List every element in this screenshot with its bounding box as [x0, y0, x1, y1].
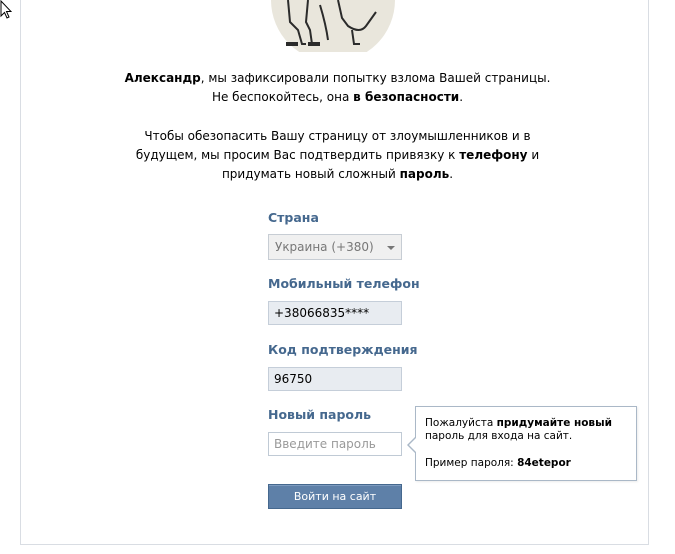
country-select-value: Украина (+380) — [275, 240, 374, 254]
instruction-phone-bold: телефону — [459, 148, 528, 162]
tooltip-text: Пожалуйста — [425, 417, 497, 429]
phone-field[interactable]: +38066835**** — [268, 301, 402, 325]
password-label: Новый пароль — [268, 407, 372, 422]
instruction-password-bold: пароль — [399, 167, 450, 181]
instruction-line1: Чтобы обезопасить Вашу страницу от злоумышленников и в — [144, 129, 531, 143]
intro-line1: , мы зафиксировали попытку взлома Вашей страницы. — [200, 71, 551, 85]
country-label: Страна — [268, 210, 319, 225]
user-name: Александр — [124, 71, 201, 85]
intro-line2: Не беспокойтесь, она — [211, 90, 354, 104]
tooltip-pointer-fill — [409, 437, 417, 453]
tooltip-text-bold: придумайте новый — [496, 417, 612, 429]
login-button[interactable]: Войти на сайт — [268, 484, 402, 509]
tooltip-example-value: 84etepor — [517, 457, 571, 469]
code-label: Код подтверждения — [268, 342, 418, 357]
intro-line2-bold: в безопасности — [353, 90, 460, 104]
new-password-input[interactable] — [268, 432, 402, 456]
confirmation-code-field[interactable]: 96750 — [268, 367, 402, 391]
instruction-line3: придумать новый сложный — [221, 167, 400, 181]
tooltip-example-label: Пример пароля: — [425, 457, 518, 469]
dropdown-arrow-icon — [387, 246, 395, 250]
phone-label: Мобильный телефон — [268, 276, 420, 291]
intro-message — [0, 69, 675, 107]
tooltip-text-line2: пароль для входа на сайт. — [425, 430, 573, 442]
country-select[interactable] — [268, 234, 402, 260]
mouse-cursor-icon — [0, 0, 12, 20]
intro-line2-end: . — [459, 90, 464, 104]
instruction-message — [0, 127, 675, 184]
instruction-line2-end: и — [527, 148, 540, 162]
illustration — [268, 0, 398, 52]
password-hint-tooltip — [415, 406, 637, 481]
instruction-line2: будущем, мы просим Вас подтвердить привязку к — [135, 148, 460, 162]
instruction-line3-end: . — [449, 167, 454, 181]
